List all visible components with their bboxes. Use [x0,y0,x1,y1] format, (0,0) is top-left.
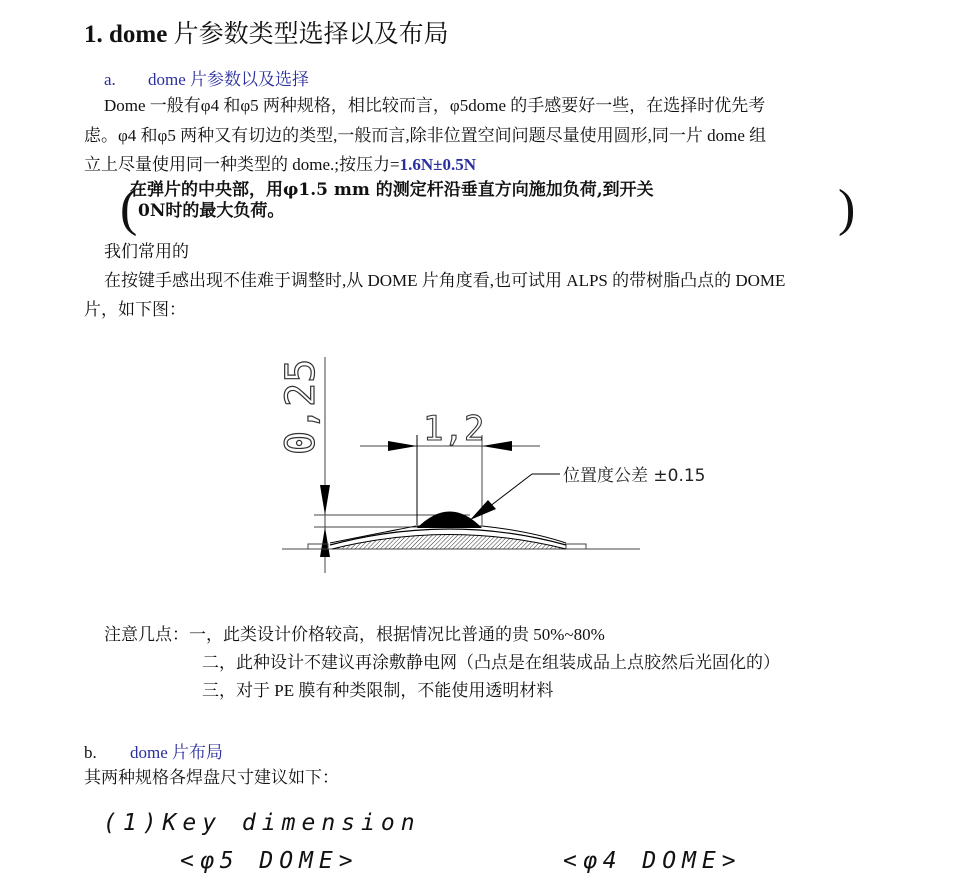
dome-5-label: <φ5 DOME> [180,848,359,874]
width-dimension-label: 1,2 [423,409,485,449]
subsection-b-title [84,738,223,763]
heading-title: 片参数类型选择以及布局 [173,21,449,48]
notes-label: 注意几点： [104,625,189,644]
subsection-a-title [104,65,309,90]
notes-row-1 [104,620,605,649]
paragraph-line-3-text: 立上尽量使用同一种类型的 dome.;按压力= [84,155,400,174]
tolerance-label: 位置度公差 ±0.15 [563,466,706,486]
heading-keyword: dome [109,21,168,48]
alps-line-1: 在按键手感出现不佳难于调整时,从 DOME 片角度看,也可试用 ALPS 的带树脂凸点的 DOME [104,271,786,290]
note-item-2: 二，此种设计不建议再涂敷静电网（凸点是在组装成品上点胶然后光固化的） [202,653,780,672]
paren-open: ( [120,180,138,237]
subsection-marker: a. [104,70,116,89]
pad-size-intro: 其两种规格各焊盘尺寸建议如下： [84,768,339,787]
subsection-marker: b. [84,743,97,762]
paragraph-line-1: Dome 一般有φ4 和φ5 两种规格，相比较而言，φ5dome 的手感要好一些，在选择时优先考 [104,96,766,115]
dome-cross-section-drawing [270,345,750,575]
note-item-1: 一，此类设计价格较高，根据情况比普通的贵 50%~80% [189,625,605,644]
note-item-3: 三，对于 PE 膜有种类限制，不能使用透明材料 [202,681,554,700]
height-dimension-label: 0,25 [278,358,324,455]
section-heading [84,14,449,50]
paragraph-line-2: 虑。φ4 和φ5 两种又有切边的类型,一般而言,除非位置空间问题尽量使用圆形,同一片 dome 组 [84,126,767,145]
heading-number: 1. [84,21,103,48]
press-force-value: 1.6N±0.5N [399,155,476,174]
dome-bump-diagram [270,345,750,575]
key-dimension-heading: (1)Key dimension [103,810,421,836]
common-label: 我们常用的 [104,242,189,261]
subsection-title-text: dome 片参数以及选择 [148,70,310,89]
force-definition [130,180,654,222]
subsection-title-text: dome 片布局 [130,743,224,762]
paren-close: ) [838,180,856,237]
definition-line-1: 在弹片的中央部，用φ1.5 mm 的测定杆沿垂直方向施加负荷,到开关 [130,180,654,200]
alps-line-2: 片，如下图： [84,300,186,319]
definition-line-2: 0N时的最大负荷。 [138,201,285,221]
paragraph-line-3 [84,150,476,179]
dome-4-label: <φ4 DOME> [563,848,742,874]
